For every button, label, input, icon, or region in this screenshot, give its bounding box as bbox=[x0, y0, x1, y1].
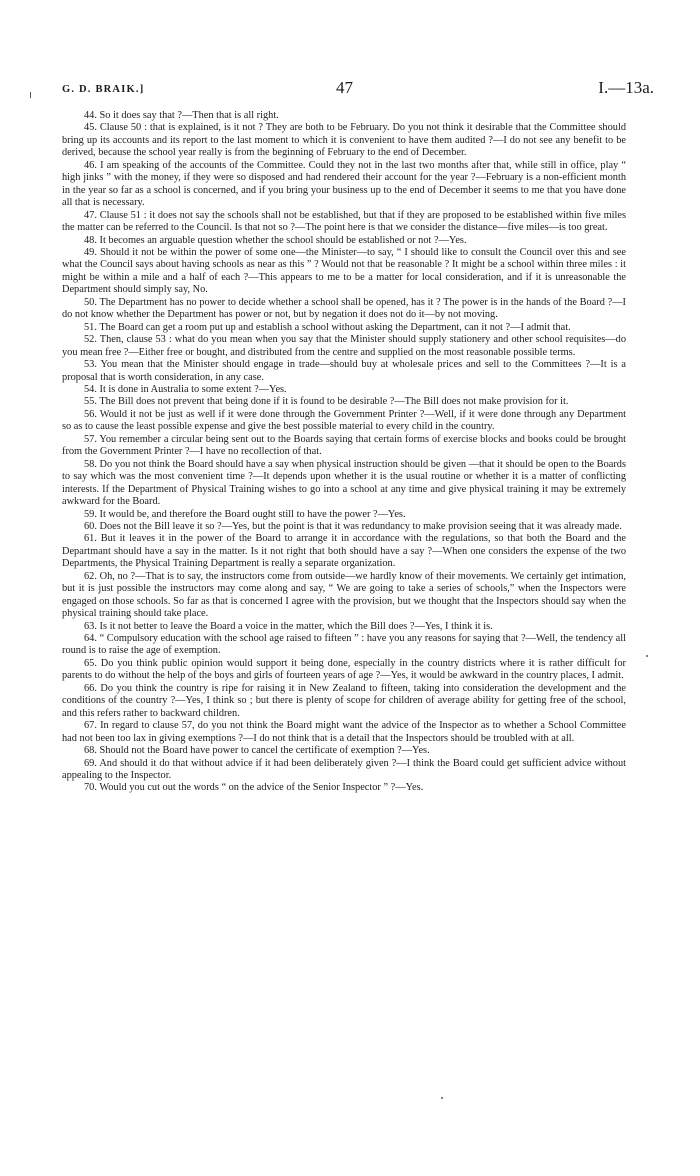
paragraph-52: 52. Then, clause 53 : what do you mean when you say that the Minister should supply stationery and other school requisites—do you mean free ?—Either free or bought, and distributed from the centre and supplied on the most reasonable possible terms. bbox=[62, 334, 626, 358]
witness-name: G. D. BRAIK.] bbox=[62, 84, 145, 95]
paragraph-66: 66. Do you think the country is ripe for raising it in New Zealand to fifteen, taking into consideration the development and the conditions of the country ?—Yes, I think so ; but there is plenty of scope for children of average ability for getting free of the school, and this refers rather to backward children. bbox=[62, 682, 626, 719]
page-header bbox=[62, 78, 654, 98]
paragraph-62: 62. Oh, no ?—That is to say, the instructors come from outside—we hardly know of their movements. We certainly get intimation, but it is just possible the instructors may come along and say, “ We are going to take a series of schools,” when the Inspectors were engaged on those schools. So far as that is concerned I agree with the provision, but we thought that the Inspectors should say when the physical training should take place. bbox=[62, 570, 626, 620]
evidence-text bbox=[62, 110, 626, 795]
paragraph-64: 64. “ Compulsory education with the school age raised to fifteen ” : have you any reasons for saying that ?—Well, the tendency all round is to raise the age of exemption. bbox=[62, 633, 626, 657]
paragraph-57: 57. You remember a circular being sent out to the Boards saying that certain forms of exercise blocks and books could be brought from the Government Printer ?—I have no recollection of that. bbox=[62, 433, 626, 458]
paragraph-54: 54. It is done in Australia to some extent ?—Yes. bbox=[84, 383, 287, 395]
paragraph-67: 67. In regard to clause 57, do you not think the Board might want the advice of the Inspector as to whether a School Committee had not been too lax in giving exemptions ?—I do not think that is a detail that the Inspectors should be troubled with at all. bbox=[62, 720, 626, 744]
paragraph-60: 60. Does not the Bill leave it so ?—Yes, but the point is that it was redundancy to make provision seeing that it was already made. bbox=[84, 520, 622, 532]
paragraph-65: 65. Do you think public opinion would support it being done, especially in the country districts where it is rather difficult for parents to do without the help of the boys and girls of fourteen years of age ?—Yes, it would be awkward in the country places, I admit. bbox=[62, 657, 626, 682]
paragraph-58: 58. Do you not think the Board should have a say when physical instruction should be given —that it should be open to the Boards to say which was the most convenient time ?—It depends upon whether it is the usual routine or whether it is a matter of conflicting interests. If the Department of Physical Training wishes to go into a school at any time and give physical training it may be extremely awkward for the Board. bbox=[62, 458, 626, 508]
scan-speck bbox=[30, 92, 31, 98]
paragraph-51: 51. The Board can get a room put up and establish a school without asking the Department, can it not ?—I admit that. bbox=[84, 321, 571, 333]
scan-speck bbox=[441, 1097, 443, 1099]
paragraph-70: 70. Would you cut out the words “ on the advice of the Senior Inspector ” ?—Yes. bbox=[84, 782, 424, 794]
paragraph-45: 45. Clause 50 : that is explained, is it not ? They are both to be February. Do you not think it desirable that the Committee should bring up its accounts and its report to the last moment to which it is convenient to have them audited ?—I do not see any benefit to be derived, because the school year really is from the beginning of February to the end of December. bbox=[62, 122, 626, 159]
paragraph-59: 59. It would be, and therefore the Board ought still to have the power ?—Yes. bbox=[84, 508, 406, 520]
paragraph-63: 63. Is it not better to leave the Board a voice in the matter, which the Bill does ?—Yes, I think it is. bbox=[84, 620, 493, 632]
paragraph-69: 69. And should it do that without advice if it had been deliberately given ?—I think the Board could get sufficient advice without appealing to the Inspector. bbox=[62, 757, 626, 782]
paragraph-56: 56. Would it not be just as well if it were done through the Government Printer ?—Well, if it were done through any Department so as to cause the least possible expense and give the best possible material to every child in the country. bbox=[62, 408, 626, 433]
scan-speck bbox=[646, 655, 648, 657]
paragraph-48: 48. It becomes an arguable question whether the school should be established or not ?—Yes. bbox=[84, 234, 467, 246]
paragraph-50: 50. The Department has no power to decide whether a school shall be opened, has it ? The power is in the hands of the Board ?—I do not know whether the Department has power or not, but by negation it does not do it—by not moving. bbox=[62, 296, 626, 321]
page-number: 47 bbox=[336, 78, 353, 97]
paragraph-49: 49. Should it not be within the power of some one—the Minister—to say, “ I should like to consult the Council over this and see what the Council says about having schools as near as this ” ? Would not that be reasonable ? It might be a school within three miles : it might be within a mile and a half of each ?—This appears to me to be a matter for local consideration, and if it is unreasonable the Department should simply say, No. bbox=[62, 246, 626, 296]
paragraph-44: 44. So it does say that ?—Then that is all right. bbox=[84, 110, 279, 121]
paragraph-61: 61. But it leaves it in the power of the Board to arrange it in accordance with the regulations, so that both the Board and the Departmant should have a say in the matter. Is it not right that both should have a say ?—When one considers the expense of the two Departments, the Physical Training Department is really a separate organization. bbox=[62, 533, 626, 570]
paragraph-46: 46. I am speaking of the accounts of the Committee. Could they not in the last two months after that, while still in office, play “ high jinks ” with the money, if they were so disposed and had rendered their account for the year ?—February is a non-efficient month in the year so far as a school is concerned, and if you bring your business up to the end of December it seems to me that you have done all that is necessary. bbox=[62, 159, 626, 209]
paragraph-68: 68. Should not the Board have power to cancel the certificate of exemption ?—Yes. bbox=[84, 745, 430, 757]
paragraph-55: 55. The Bill does not prevent that being done if it is found to be desirable ?—The Bill does not make provision for it. bbox=[84, 396, 569, 408]
paragraph-47: 47. Clause 51 : it does not say the schools shall not be established, but that if they are proposed to be established within five miles the matter can be referred to the Council. Is that not so ?—The point here is that we consider the distance—five miles—is too great. bbox=[62, 209, 626, 234]
paper-reference: I.—13a. bbox=[598, 78, 654, 97]
paragraph-53: 53. You mean that the Minister should engage in trade—should buy at wholesale prices and sell to the Committees ?—It is a proposal that is worth consideration, in any case. bbox=[62, 359, 626, 383]
